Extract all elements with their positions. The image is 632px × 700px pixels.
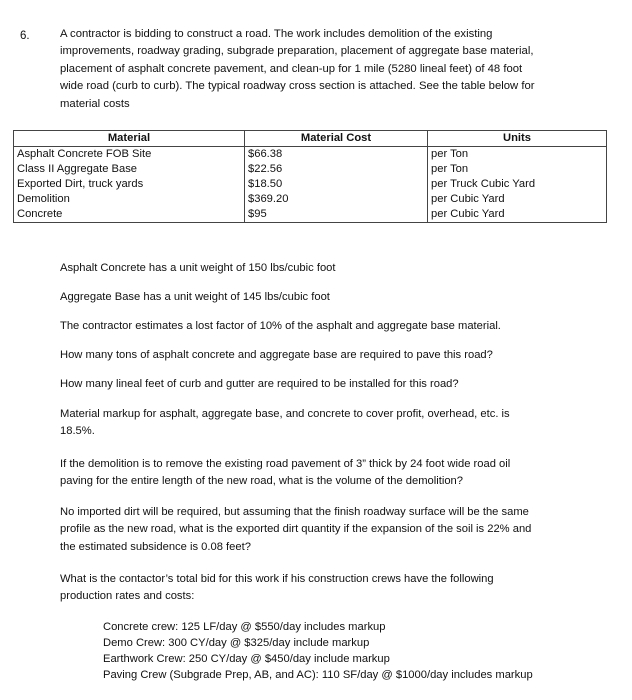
cell-cost: $18.50	[245, 177, 428, 192]
intro-line: material costs	[60, 97, 130, 110]
cell-units: per Ton	[428, 147, 607, 163]
paragraph-line: How many lineal feet of curb and gutter are required to be installed for this road?	[60, 378, 459, 390]
crew-rates-list	[103, 620, 533, 684]
paragraph-line: profile as the new road, what is the exported dirt quantity if the expansion of the soil is 22% and	[60, 523, 532, 536]
cell-material: Demolition	[14, 192, 245, 207]
cell-cost: $369.20	[245, 192, 428, 207]
cell-units: per Ton	[428, 162, 607, 177]
cell-cost: $95	[245, 207, 428, 223]
crew-rate-item: Paving Crew (Subgrade Prep, AB, and AC): 110 SF/day @ $1000/day includes markup	[103, 668, 533, 681]
paragraph-line: Aggregate Base has a unit weight of 145 lbs/cubic foot	[60, 291, 330, 303]
paragraph-line: How many tons of asphalt concrete and aggregate base are required to pave this road?	[60, 349, 493, 361]
intro-line: A contractor is bidding to construct a road. The work includes demolition of the existing	[60, 28, 493, 40]
paragraph-line: If the demolition is to remove the existing road pavement of 3” thick by 24 foot wide road oil	[60, 458, 511, 470]
header-units: Units	[428, 131, 607, 147]
paragraph-line: The contractor estimates a lost factor of 10% of the asphalt and aggregate base material.	[60, 320, 501, 332]
header-material: Material	[14, 131, 245, 147]
question-number: 6.	[20, 30, 30, 42]
paragraph-line: Asphalt Concrete has a unit weight of 150 lbs/cubic foot	[60, 262, 336, 274]
material-cost-table	[13, 130, 607, 223]
paragraph-line: 18.5%.	[60, 425, 95, 438]
intro-line: improvements, roadway grading, subgrade preparation, placement of aggregate base material,	[60, 45, 534, 58]
cell-material: Concrete	[14, 207, 245, 223]
cell-cost: $22.56	[245, 162, 428, 177]
crew-rate-item: Concrete crew: 125 LF/day @ $550/day includes markup	[103, 621, 386, 633]
loss-factor-note	[60, 318, 605, 335]
paragraph-line: the estimated subsidence is 0.08 feet?	[60, 540, 251, 553]
cell-cost: $66.38	[245, 147, 428, 163]
cell-units: per Truck Cubic Yard	[428, 177, 607, 192]
header-material-cost: Material Cost	[245, 131, 428, 147]
table-row	[14, 177, 607, 192]
markup-note	[60, 406, 605, 441]
table-row	[14, 192, 607, 207]
intro-line: placement of asphalt concrete pavement, and clean-up for 1 mile (5280 lineal feet) of 48 foot	[60, 62, 523, 75]
intro-line: wide road (curb to curb). The typical roadway cross section is attached. See the table below for	[60, 80, 535, 93]
crew-rate-item: Demo Crew: 300 CY/day @ $325/day include markup	[103, 636, 370, 649]
aggregate-unit-weight	[60, 289, 605, 306]
table-row	[14, 147, 607, 163]
cell-units: per Cubic Yard	[428, 192, 607, 207]
cell-material: Asphalt Concrete FOB Site	[14, 147, 245, 163]
asphalt-unit-weight	[60, 260, 605, 277]
paragraph-line: Material markup for asphalt, aggregate base, and concrete to cover profit, overhead, etc. is	[60, 408, 510, 420]
table-header-row	[14, 131, 607, 147]
table-row	[14, 207, 607, 223]
paragraph-line: What is the contactor’s total bid for this work if his construction crews have the following	[60, 573, 494, 585]
cell-material: Exported Dirt, truck yards	[14, 177, 245, 192]
question-exported-dirt	[60, 504, 605, 556]
question-total-bid	[60, 571, 605, 606]
question-curb-gutter	[60, 376, 605, 393]
paragraph-line: No imported dirt will be required, but assuming that the finish roadway surface will be the same	[60, 506, 529, 518]
table-row	[14, 162, 607, 177]
question-tons	[60, 347, 605, 364]
problem-intro	[60, 26, 620, 113]
paragraph-line: production rates and costs:	[60, 590, 195, 603]
question-demolition	[60, 456, 605, 491]
cell-material: Class II Aggregate Base	[14, 162, 245, 177]
paragraph-line: paving for the entire length of the new road, what is the volume of the demolition?	[60, 475, 463, 488]
crew-rate-item: Earthwork Crew: 250 CY/day @ $450/day include markup	[103, 652, 390, 665]
cell-units: per Cubic Yard	[428, 207, 607, 223]
